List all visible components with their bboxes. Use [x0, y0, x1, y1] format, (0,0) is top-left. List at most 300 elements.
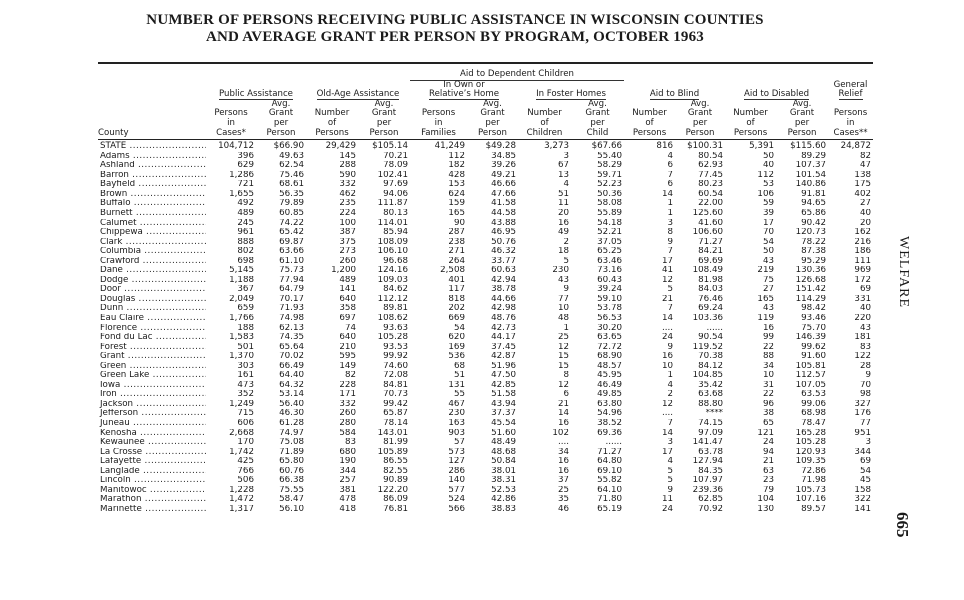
- value-cell: 50: [762, 247, 775, 257]
- value-cell: 352: [237, 390, 254, 400]
- value-cell: 331: [854, 294, 872, 304]
- value-cell: 697: [339, 314, 356, 323]
- value-cell: 69.87: [279, 237, 304, 247]
- value-cell: 127.94: [692, 457, 724, 467]
- table-row: [98, 247, 873, 257]
- value-cell: 2,508: [440, 266, 465, 276]
- table-row: [98, 381, 873, 391]
- value-cell: 7: [667, 170, 674, 180]
- value-cell: 77: [859, 419, 872, 429]
- value-cell: 95.29: [801, 256, 827, 266]
- value-cell: 287: [448, 228, 465, 238]
- value-cell: 68.61: [279, 180, 304, 190]
- value-cell: 165.28: [795, 428, 827, 438]
- value-cell: 961: [237, 228, 254, 238]
- value-cell: 418: [339, 504, 356, 514]
- value-cell: 951: [854, 428, 872, 438]
- value-cell: 99.42: [383, 399, 408, 409]
- value-cell: 37.45: [491, 342, 516, 352]
- value-cell: 15: [557, 352, 569, 362]
- table-row: [98, 476, 873, 486]
- value-cell: 43.88: [491, 218, 516, 228]
- value-cell: 18: [557, 247, 569, 257]
- value-cell: ....: [661, 323, 674, 333]
- value-cell: 5,145: [229, 266, 254, 276]
- county-name-cell: Crawford .....: [98, 257, 206, 267]
- table-row: [98, 352, 873, 362]
- county-name-cell: Iowa .....: [98, 381, 206, 391]
- value-cell: ....: [557, 438, 569, 448]
- value-cell: 72.72: [597, 342, 623, 352]
- value-cell: 131: [448, 380, 465, 390]
- value-cell: 224: [339, 208, 356, 218]
- value-cell: 143.01: [377, 428, 408, 438]
- value-cell: 64.32: [279, 380, 304, 390]
- value-cell: 61.10: [279, 256, 304, 266]
- value-cell: 65.64: [279, 342, 304, 352]
- value-cell: 69: [859, 457, 872, 467]
- value-cell: 7: [667, 419, 674, 429]
- value-cell: 818: [448, 294, 465, 304]
- public-assistance-group-label: Public Assistance: [219, 89, 293, 100]
- value-cell: 44.17: [491, 333, 516, 343]
- value-cell: 15: [557, 361, 569, 371]
- value-cell: 161: [237, 371, 254, 381]
- value-cell: 51.60: [491, 428, 516, 438]
- value-cell: 175: [854, 180, 872, 190]
- value-cell: 566: [448, 504, 465, 514]
- value-cell: 54: [762, 237, 775, 247]
- value-cell: 2: [667, 390, 674, 400]
- value-cell: 20: [557, 208, 569, 218]
- value-cell: 16: [557, 457, 569, 467]
- value-cell: 105.73: [795, 485, 827, 495]
- value-cell: 39.26: [491, 161, 516, 171]
- value-cell: 35: [557, 495, 569, 505]
- value-cell: 59.71: [597, 170, 623, 180]
- value-cell: 52.23: [597, 180, 623, 190]
- value-cell: 186: [854, 247, 872, 257]
- value-cell: 107.05: [795, 380, 827, 390]
- value-cell: 50.84: [491, 457, 516, 467]
- value-cell: 94: [762, 447, 775, 457]
- value-cell: 9: [667, 237, 674, 247]
- value-cell: 425: [237, 457, 254, 467]
- value-cell: 127: [448, 457, 465, 467]
- value-cell: 401: [448, 275, 465, 285]
- value-cell: 75.55: [279, 485, 304, 495]
- value-cell: 51.58: [491, 390, 516, 400]
- value-cell: 8: [667, 228, 674, 238]
- own-home-label-1: In Own or: [443, 79, 485, 90]
- value-cell: 70: [762, 228, 775, 238]
- value-cell: 219: [757, 266, 775, 276]
- value-cell: 54.96: [597, 409, 623, 419]
- value-cell: 46.49: [597, 380, 623, 390]
- value-cell: 21: [661, 294, 674, 304]
- value-cell: 69.24: [698, 304, 724, 314]
- value-cell: 74: [344, 323, 356, 333]
- value-cell: 117: [448, 285, 465, 295]
- value-cell: 71.27: [698, 237, 724, 247]
- county-header: County: [98, 127, 129, 138]
- county-name-cell: Lafayette .....: [98, 457, 206, 467]
- value-cell: 130: [757, 504, 775, 514]
- table-row: [98, 238, 873, 248]
- value-cell: 2: [563, 237, 569, 247]
- value-cell: ......: [706, 323, 724, 333]
- value-cell: 111: [854, 256, 872, 266]
- value-cell: 98.42: [801, 304, 827, 314]
- table-row: [98, 467, 873, 477]
- value-cell: 119: [757, 314, 775, 323]
- value-cell: 138: [854, 170, 872, 180]
- value-cell: 93.46: [801, 314, 827, 323]
- value-cell: 23: [762, 476, 775, 486]
- value-cell: 766: [237, 466, 254, 476]
- value-cell: 802: [237, 247, 254, 257]
- value-cell: 50.36: [597, 189, 623, 199]
- value-cell: 93.63: [383, 323, 408, 333]
- value-cell: 83: [859, 342, 872, 352]
- value-cell: 238: [448, 237, 465, 247]
- value-cell: 17: [661, 256, 674, 266]
- value-cell: 71.80: [597, 495, 623, 505]
- value-cell: 119.52: [692, 342, 724, 352]
- value-cell: 53.14: [279, 390, 304, 400]
- table-row: [98, 161, 873, 171]
- value-cell: 60.85: [279, 208, 304, 218]
- value-cell: 65.87: [383, 409, 408, 419]
- value-cell: 81.98: [698, 275, 724, 285]
- value-cell: 48.57: [597, 361, 623, 371]
- value-cell: 59: [762, 199, 775, 209]
- value-cell: 71.93: [279, 304, 304, 314]
- value-cell: 64.80: [597, 457, 623, 467]
- value-cell: 260: [339, 409, 356, 419]
- value-cell: 84.21: [698, 247, 724, 257]
- value-cell: 74.15: [698, 419, 724, 429]
- value-cell: 68.98: [801, 409, 827, 419]
- value-cell: 44.58: [491, 208, 516, 218]
- value-cell: 60.63: [491, 266, 516, 276]
- value-cell: 97.09: [698, 428, 724, 438]
- value-cell: 715: [237, 409, 254, 419]
- value-cell: 53.78: [597, 304, 623, 314]
- value-cell: 66.38: [279, 476, 304, 486]
- county-name-cell: Grant .....: [98, 352, 206, 362]
- value-cell: 595: [339, 352, 356, 362]
- value-cell: 114.29: [795, 294, 827, 304]
- value-cell: 88: [762, 352, 775, 362]
- value-cell: 3: [667, 438, 674, 448]
- county-name-cell: Calumet .....: [98, 219, 206, 229]
- value-cell: 24: [762, 438, 775, 448]
- value-cell: 69: [859, 285, 872, 295]
- value-cell: 72.08: [383, 371, 408, 381]
- county-name-cell: Burnett .....: [98, 209, 206, 219]
- value-cell: 56.35: [279, 189, 304, 199]
- value-cell: 239.36: [692, 485, 724, 495]
- value-cell: 141.47: [692, 438, 724, 448]
- value-cell: 14: [661, 314, 674, 323]
- old-age-group-label: Old-Age Assistance: [316, 89, 400, 100]
- value-cell: 141: [339, 285, 356, 295]
- value-cell: 65.42: [279, 228, 304, 238]
- value-cell: 108.49: [692, 266, 724, 276]
- value-cell: 34.85: [491, 151, 516, 161]
- value-cell: 42.87: [491, 352, 516, 362]
- value-cell: 358: [339, 304, 356, 314]
- value-cell: 41.58: [491, 199, 516, 209]
- value-cell: 37.37: [491, 409, 516, 419]
- value-cell: 10: [762, 371, 775, 381]
- value-cell: 89.29: [801, 151, 827, 161]
- value-cell: 75: [762, 275, 775, 285]
- value-cell: 122: [854, 352, 872, 362]
- col-header-blind-grant: Avg. Grant per Person: [675, 100, 725, 140]
- value-cell: 22: [762, 390, 775, 400]
- value-cell: 55.82: [597, 476, 623, 486]
- value-cell: 49: [557, 228, 569, 238]
- value-cell: 387: [339, 228, 356, 238]
- value-cell: 27: [859, 199, 872, 209]
- table-row: [98, 171, 873, 181]
- value-cell: 6: [667, 161, 674, 171]
- value-cell: 121: [757, 428, 775, 438]
- value-cell: 55.40: [597, 151, 623, 161]
- value-cell: 21: [762, 457, 775, 467]
- value-cell: 75.73: [279, 266, 304, 276]
- value-cell: 91.60: [801, 352, 827, 362]
- value-cell: 41.60: [698, 218, 724, 228]
- value-cell: 68: [453, 361, 465, 371]
- table-row: [98, 140, 873, 152]
- value-cell: 367: [237, 285, 254, 295]
- value-cell: 220: [854, 314, 872, 323]
- value-cell: 5: [667, 466, 674, 476]
- general-relief-label-1: General: [833, 79, 868, 90]
- value-cell: 34: [557, 447, 569, 457]
- value-cell: 125.60: [692, 208, 724, 218]
- value-cell: 100: [339, 218, 356, 228]
- value-cell: 114.01: [377, 218, 408, 228]
- value-cell: 9: [563, 285, 569, 295]
- value-cell: 5,391: [749, 141, 775, 152]
- value-cell: 473: [237, 380, 254, 390]
- table-row: [98, 362, 873, 372]
- value-cell: 58.08: [597, 199, 623, 209]
- value-cell: 640: [339, 294, 356, 304]
- table-row: [98, 276, 873, 286]
- value-cell: 90: [453, 218, 465, 228]
- value-cell: 126.68: [795, 275, 827, 285]
- value-cell: 590: [339, 170, 356, 180]
- value-cell: 264: [448, 256, 465, 266]
- value-cell: 106: [757, 189, 775, 199]
- value-cell: 48.76: [491, 314, 516, 323]
- county-name-cell: Brown .....: [98, 190, 206, 200]
- value-cell: 63.66: [279, 247, 304, 257]
- value-cell: 47.66: [491, 189, 516, 199]
- value-cell: 87.38: [801, 247, 827, 257]
- value-cell: 22.00: [698, 199, 724, 209]
- value-cell: 74.22: [279, 218, 304, 228]
- table-row: [98, 400, 873, 410]
- value-cell: 257: [339, 476, 356, 486]
- value-cell: 69.69: [698, 256, 724, 266]
- value-cell: 124.16: [377, 266, 408, 276]
- value-cell: 162: [854, 228, 872, 238]
- value-cell: 38.52: [597, 419, 623, 429]
- value-cell: 158: [854, 485, 872, 495]
- county-name-cell: Fond du Lac .....: [98, 333, 206, 343]
- value-cell: 70.38: [698, 352, 724, 362]
- value-cell: 90.42: [801, 218, 827, 228]
- value-cell: 888: [237, 237, 254, 247]
- county-name-cell: Dane .....: [98, 266, 206, 276]
- value-cell: 903: [448, 428, 465, 438]
- value-cell: 99.62: [801, 342, 827, 352]
- value-cell: 1: [563, 323, 569, 333]
- value-cell: 45.54: [491, 419, 516, 429]
- value-cell: 21: [557, 399, 569, 409]
- own-home-label-2: Relative’s Home: [429, 89, 499, 100]
- value-cell: 1,742: [229, 447, 254, 457]
- value-cell: 101.54: [795, 170, 827, 180]
- value-cell: 182: [448, 161, 465, 171]
- value-cell: 332: [339, 399, 356, 409]
- value-cell: 56.40: [279, 399, 304, 409]
- disabled-group-label: Aid to Disabled: [743, 89, 810, 100]
- value-cell: 54.18: [597, 218, 623, 228]
- value-cell: 62.13: [279, 323, 304, 333]
- value-cell: 46.32: [491, 247, 516, 257]
- county-name-cell: Bayfield .....: [98, 180, 206, 190]
- table-row: [98, 438, 873, 448]
- value-cell: 1,317: [229, 504, 254, 514]
- value-cell: 94.06: [383, 189, 408, 199]
- value-cell: 62.93: [698, 161, 724, 171]
- county-name-cell: Adams .....: [98, 152, 206, 162]
- value-cell: 462: [339, 189, 356, 199]
- value-cell: 63.53: [801, 390, 827, 400]
- value-cell: 344: [854, 447, 872, 457]
- value-cell: 28: [859, 361, 872, 371]
- value-cell: 47: [859, 161, 872, 171]
- value-cell: 145: [339, 151, 356, 161]
- value-cell: 112: [757, 170, 775, 180]
- value-cell: 74.35: [279, 333, 304, 343]
- value-cell: 65.19: [597, 504, 623, 514]
- value-cell: 40: [859, 304, 872, 314]
- value-cell: 181: [854, 333, 872, 343]
- value-cell: 969: [854, 266, 872, 276]
- county-name-cell: Green Lake .....: [98, 371, 206, 381]
- value-cell: 38.83: [491, 504, 516, 514]
- value-cell: $100.31: [687, 141, 724, 152]
- value-cell: 54: [453, 323, 465, 333]
- value-cell: 93.53: [383, 342, 408, 352]
- value-cell: 38.78: [491, 285, 516, 295]
- value-cell: 97.69: [383, 180, 408, 190]
- table-row: [98, 324, 873, 334]
- value-cell: 42.73: [491, 323, 516, 333]
- value-cell: 16: [661, 352, 674, 362]
- value-cell: 1,188: [229, 275, 254, 285]
- table-row: [98, 409, 873, 419]
- value-cell: 51: [557, 189, 569, 199]
- value-cell: 49.85: [597, 390, 623, 400]
- county-name-cell: Kewaunee .....: [98, 438, 206, 448]
- value-cell: 489: [237, 208, 254, 218]
- value-cell: 51.96: [491, 361, 516, 371]
- section-label: WELFARE: [896, 236, 911, 309]
- col-header-blind-number: Number of Persons: [624, 100, 675, 140]
- table-body: [98, 140, 873, 515]
- value-cell: 104.85: [692, 371, 724, 381]
- county-name-cell: Dunn .....: [98, 304, 206, 314]
- value-cell: 65.25: [597, 247, 623, 257]
- value-cell: 75.46: [279, 170, 304, 180]
- value-cell: 573: [448, 447, 465, 457]
- value-cell: 171: [339, 390, 356, 400]
- value-cell: 1,228: [229, 485, 254, 495]
- value-cell: 170: [237, 438, 254, 448]
- value-cell: 63.65: [597, 333, 623, 343]
- value-cell: 86.55: [383, 457, 408, 467]
- table-row: [98, 505, 873, 515]
- value-cell: 51: [453, 371, 465, 381]
- value-cell: 76.81: [383, 504, 408, 514]
- value-cell: 55: [453, 390, 465, 400]
- value-cell: 71.98: [801, 476, 827, 486]
- value-cell: 9: [865, 371, 872, 381]
- value-cell: 680: [339, 447, 356, 457]
- table-row: [98, 304, 873, 314]
- value-cell: 25: [557, 485, 569, 495]
- value-cell: 22: [762, 342, 775, 352]
- value-cell: 102.41: [377, 170, 408, 180]
- table-row: [98, 429, 873, 439]
- value-cell: 71.89: [279, 447, 304, 457]
- value-cell: 11: [661, 495, 674, 505]
- col-header-pa-persons: Persons in Cases*: [206, 100, 256, 140]
- value-cell: 104: [757, 495, 775, 505]
- table-row: [98, 343, 873, 353]
- value-cell: 501: [237, 342, 254, 352]
- value-cell: 86.09: [383, 495, 408, 505]
- value-cell: 245: [237, 218, 254, 228]
- table-header: [98, 63, 873, 140]
- value-cell: 5: [667, 285, 674, 295]
- value-cell: 17: [661, 447, 674, 457]
- adc-group-label: Aid to Dependent Children: [460, 69, 574, 79]
- value-cell: 235: [339, 199, 356, 209]
- value-cell: 1,583: [229, 333, 254, 343]
- value-cell: 105.81: [795, 361, 827, 371]
- col-header-own-grant: Avg. Grant per Person: [467, 100, 518, 140]
- value-cell: 44.66: [491, 294, 516, 304]
- value-cell: 105.89: [377, 447, 408, 457]
- value-cell: 146.39: [795, 333, 827, 343]
- value-cell: 69.36: [597, 428, 623, 438]
- value-cell: 620: [448, 333, 465, 343]
- value-cell: 14: [661, 189, 674, 199]
- value-cell: 489: [339, 275, 356, 285]
- table-row: [98, 190, 873, 200]
- value-cell: 176: [854, 409, 872, 419]
